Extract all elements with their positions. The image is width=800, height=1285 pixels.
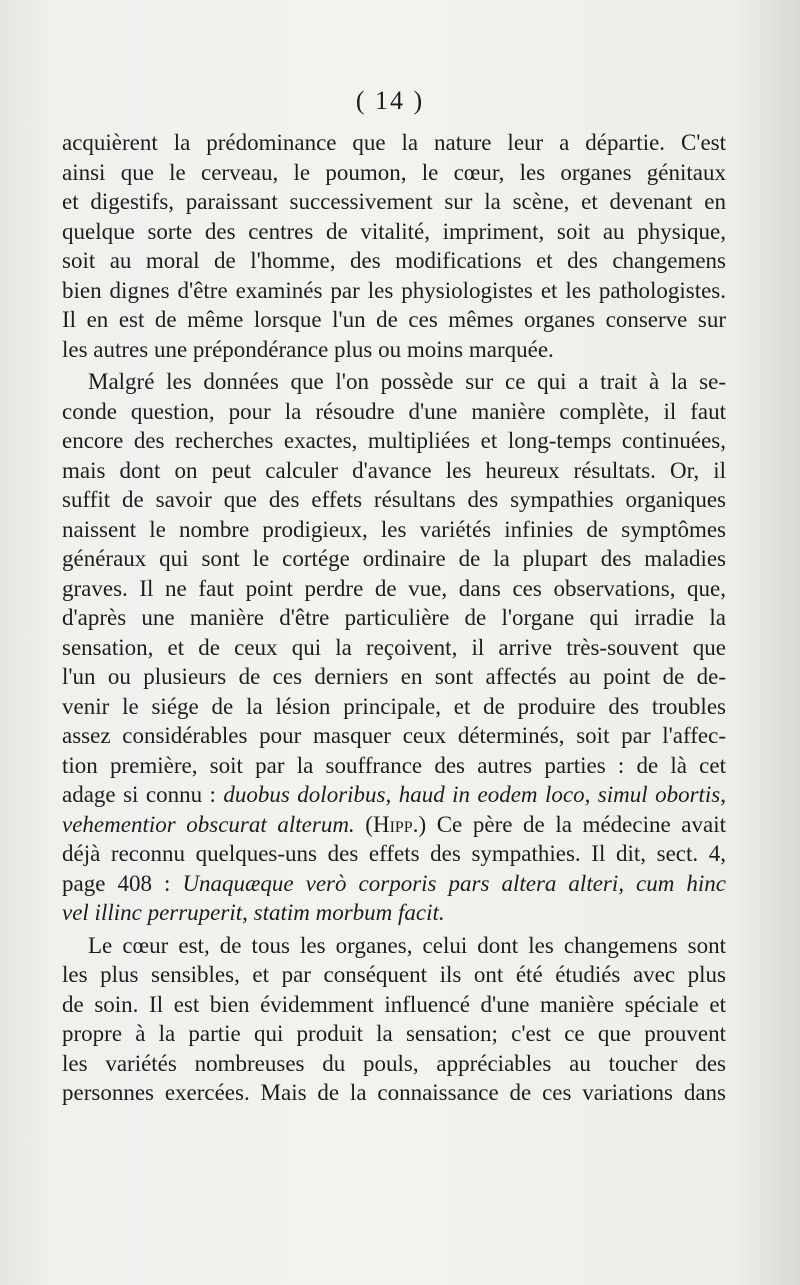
citation: Hipp. bbox=[372, 811, 419, 837]
page-number: ( 14 ) bbox=[355, 86, 425, 115]
text-line: mais dont on peut calculer d'avance les heureux résultats. Or, il bbox=[62, 457, 726, 483]
text-line: propre à la partie qui produit la sensation; c'est ce que prouvent bbox=[62, 1021, 726, 1046]
text-line: généraux qui sont le cortége ordinaire de la plupart des maladies bbox=[62, 546, 726, 571]
text-line: acquièrent la prédominance que la nature leur a départie. C'est bbox=[62, 130, 726, 155]
text-line-mixed bbox=[62, 869, 726, 899]
text-line: les variétés nombreuses du pouls, appréciables au toucher des bbox=[62, 1050, 726, 1076]
text-line: l'un ou plusieurs de ces derniers en sont affectés au point de de- bbox=[62, 664, 726, 689]
text-line: Le cœur est, de tous les organes, celui dont les changemens sont bbox=[88, 932, 726, 958]
latin-quote: vehementior obscurat alterum. bbox=[62, 811, 355, 837]
text-line-mixed bbox=[62, 898, 726, 928]
paragraph-3 bbox=[62, 931, 726, 1108]
text-line: Malgré les données que l'on possède sur ce qui a trait à la se- bbox=[88, 369, 726, 394]
text-line-mixed: vehementior obscurat alterum. (Hipp.) Ce père de la médecine avait bbox=[62, 811, 726, 837]
text-line: tion première, soit par la souffrance des autres parties : de là cet bbox=[62, 752, 726, 778]
text-line: de soin. Il est bien évidemment influencé d'une manière spéciale et bbox=[62, 991, 726, 1017]
paragraph-1 bbox=[62, 128, 726, 364]
text-line: d'après une manière d'être particulière de l'organe qui irradie la bbox=[62, 605, 726, 630]
text-line: venir le siége de la lésion principale, et de produire des troubles bbox=[62, 693, 726, 719]
text-line: naissent le nombre prodigieux, les variétés infinies de symptômes bbox=[62, 516, 726, 542]
text-line: graves. Il ne faut point perdre de vue, dans ces observations, que, bbox=[62, 575, 726, 601]
text-segment: Ce père de la médecine avait bbox=[436, 811, 726, 837]
text-segment: adage si connu : bbox=[62, 782, 216, 807]
text-segment: page 408 : bbox=[62, 870, 171, 896]
text-line: bien dignes d'être examinés par les physiologistes et les pathologistes. bbox=[62, 277, 726, 303]
text-line: suffit de savoir que des effets résultans des sympathies organiques bbox=[62, 487, 726, 512]
latin-quote: vel illinc perruperit, statim morbum facit. bbox=[62, 900, 445, 925]
text-line: les plus sensibles, et par conséquent ils ont été étudiés avec plus bbox=[62, 962, 726, 987]
paragraph-2 bbox=[62, 367, 726, 928]
text-line: quelque sorte des centres de vitalité, impriment, soit au physique, bbox=[62, 218, 726, 244]
text-line: sensation, et de ceux qui la reçoivent, il arrive très-souvent que bbox=[62, 634, 726, 660]
text-line: et digestifs, paraissant successivement sur la scène, et devenant en bbox=[62, 189, 726, 214]
text-line: ainsi que le cerveau, le poumon, le cœur, les organes génitaux bbox=[62, 159, 726, 185]
text-line: Il en est de même lorsque l'un de ces mêmes organes conserve sur bbox=[62, 307, 726, 332]
text-line-mixed bbox=[62, 780, 726, 810]
latin-quote: Unaquæque verò corporis pars altera alteri, cum hinc bbox=[182, 870, 727, 896]
text-line: encore des recherches exactes, multipliées et long-temps continuées, bbox=[62, 428, 726, 453]
text-line: conde question, pour la résoudre d'une manière complète, il faut bbox=[62, 398, 726, 424]
latin-quote: duobus doloribus, haud in eodem loco, simul obortis, bbox=[223, 782, 727, 807]
text-line: déjà reconnu quelques-uns des effets des sympathies. Il dit, sect. 4, bbox=[62, 841, 726, 866]
text-line: personnes exercées. Mais de la connaissance de ces variations dans bbox=[62, 1080, 726, 1105]
body-text bbox=[62, 128, 726, 1111]
text-line: assez considérables pour masquer ceux déterminés, soit par l'affec- bbox=[62, 723, 726, 748]
text-line: soit au moral de l'homme, des modifications et des changemens bbox=[62, 248, 726, 273]
text-line: les autres une prépondérance plus ou moins marquée. bbox=[62, 336, 554, 362]
